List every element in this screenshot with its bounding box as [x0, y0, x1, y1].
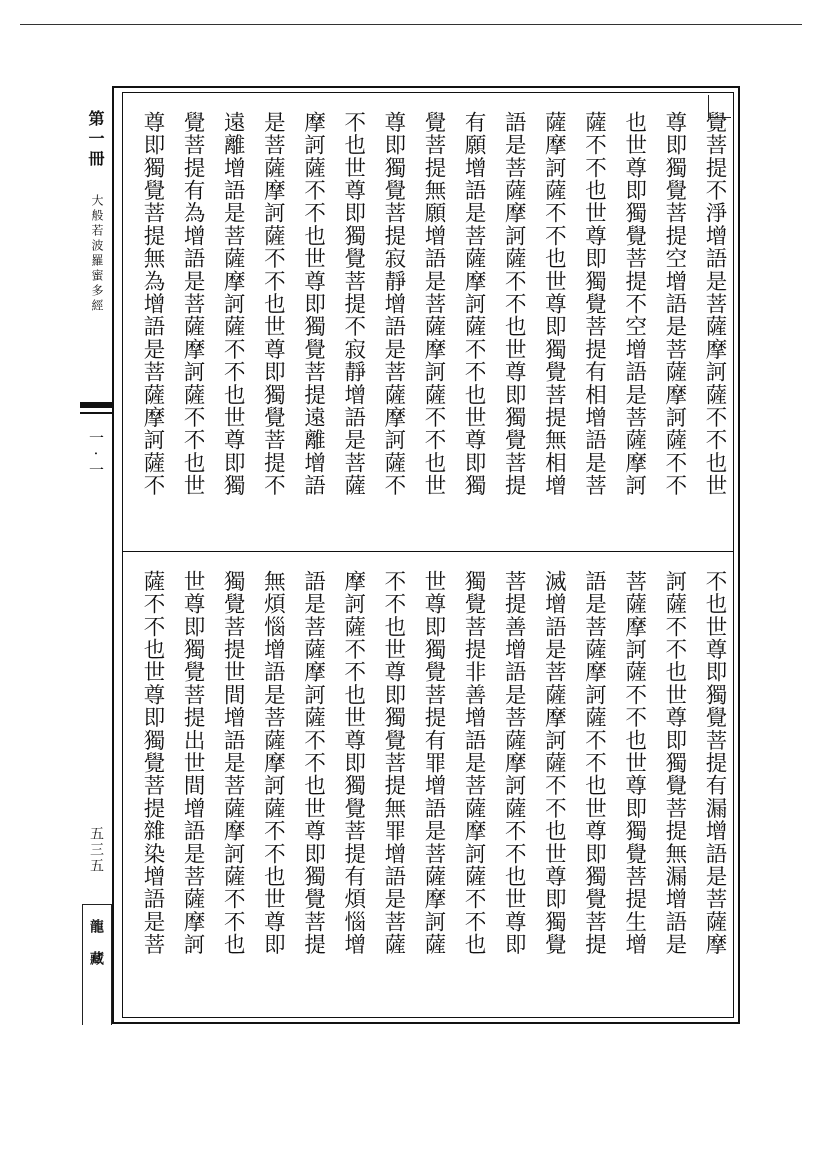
text-column: 薩摩訶薩不不也世尊即獨覺菩提無相增 — [541, 111, 567, 497]
collection-box — [82, 904, 112, 1025]
text-column: 覺菩提不淨增語是菩薩摩訶薩不不也世 — [701, 111, 727, 497]
text-column: 也世尊即獨覺菩提不空增語是菩薩摩訶 — [621, 111, 647, 497]
top-rule — [20, 24, 802, 25]
page-inner-frame — [122, 92, 734, 1018]
sutra-title: 大般若波羅蜜多經 — [90, 194, 104, 314]
text-column: 語是菩薩摩訶薩不不也世尊即獨覺菩提 — [300, 570, 326, 956]
panel-divider — [123, 551, 733, 552]
page-frame — [112, 86, 740, 1024]
text-column: 世尊即獨覺菩提有罪增語是菩薩摩訶薩 — [420, 570, 446, 956]
text-column: 尊即獨覺菩提寂靜增語是菩薩摩訶薩不 — [380, 111, 406, 497]
text-column: 獨覺菩提世間增語是菩薩摩訶薩不不也 — [220, 570, 246, 956]
text-column: 摩訶薩不不也世尊即獨覺菩提有煩惱增 — [340, 570, 366, 956]
text-column: 覺菩提有為增語是菩薩摩訶薩不不也世 — [180, 111, 206, 497]
spine-black-bar — [80, 402, 114, 408]
page-number: 五三五 — [88, 826, 104, 874]
text-column: 摩訶薩不不也世尊即獨覺菩提遠離增語 — [300, 111, 326, 497]
text-column: 獨覺菩提非善增語是菩薩摩訶薩不不也 — [461, 570, 487, 956]
text-column: 尊即獨覺菩提無為增語是菩薩摩訶薩不 — [140, 111, 165, 497]
text-column: 不也世尊即獨覺菩提不寂靜增語是菩薩 — [340, 111, 366, 497]
text-column: 語是菩薩摩訶薩不不也世尊即獨覺菩提 — [581, 570, 607, 956]
book-spine — [82, 86, 112, 1026]
volume-label: 第一冊 — [86, 110, 105, 170]
text-column: 不也世尊即獨覺菩提有漏增語是菩薩摩 — [701, 570, 727, 956]
top-text-panel — [135, 111, 727, 546]
text-column: 語是菩薩摩訶薩不不也世尊即獨覺菩提 — [501, 111, 527, 497]
text-column: 尊即獨覺菩提空增語是菩薩摩訶薩不不 — [661, 111, 687, 497]
text-column: 訶薩不不也世尊即獨覺菩提無漏增語是 — [661, 570, 687, 956]
text-column: 是菩薩摩訶薩不不也世尊即獨覺菩提不 — [260, 111, 286, 497]
text-column: 滅增語是菩薩摩訶薩不不也世尊即獨覺 — [541, 570, 567, 956]
text-column: 遠離增語是菩薩摩訶薩不不也世尊即獨 — [220, 111, 246, 497]
text-column: 世尊即獨覺菩提出世間增語是菩薩摩訶 — [180, 570, 206, 956]
text-column: 菩薩摩訶薩不不也世尊即獨覺菩提生增 — [621, 570, 647, 956]
spine-thin-bar — [80, 412, 114, 414]
text-column: 薩不不也世尊即獨覺菩提有相增語是菩 — [581, 111, 607, 497]
section-label: 一·一 — [87, 430, 105, 483]
text-column: 有願增語是菩薩摩訶薩不不也世尊即獨 — [461, 111, 487, 497]
collection-label: 龍藏 — [88, 919, 104, 983]
text-column: 覺菩提無願增語是菩薩摩訶薩不不也世 — [420, 111, 446, 497]
text-column: 菩提善增語是菩薩摩訶薩不不也世尊即 — [501, 570, 527, 956]
text-column: 無煩惱增語是菩薩摩訶薩不不也世尊即 — [260, 570, 286, 956]
text-column: 薩不不也世尊即獨覺菩提雜染增語是菩 — [140, 570, 165, 956]
text-column: 不不也世尊即獨覺菩提無罪增語是菩薩 — [380, 570, 406, 956]
bottom-text-panel — [135, 570, 727, 1005]
